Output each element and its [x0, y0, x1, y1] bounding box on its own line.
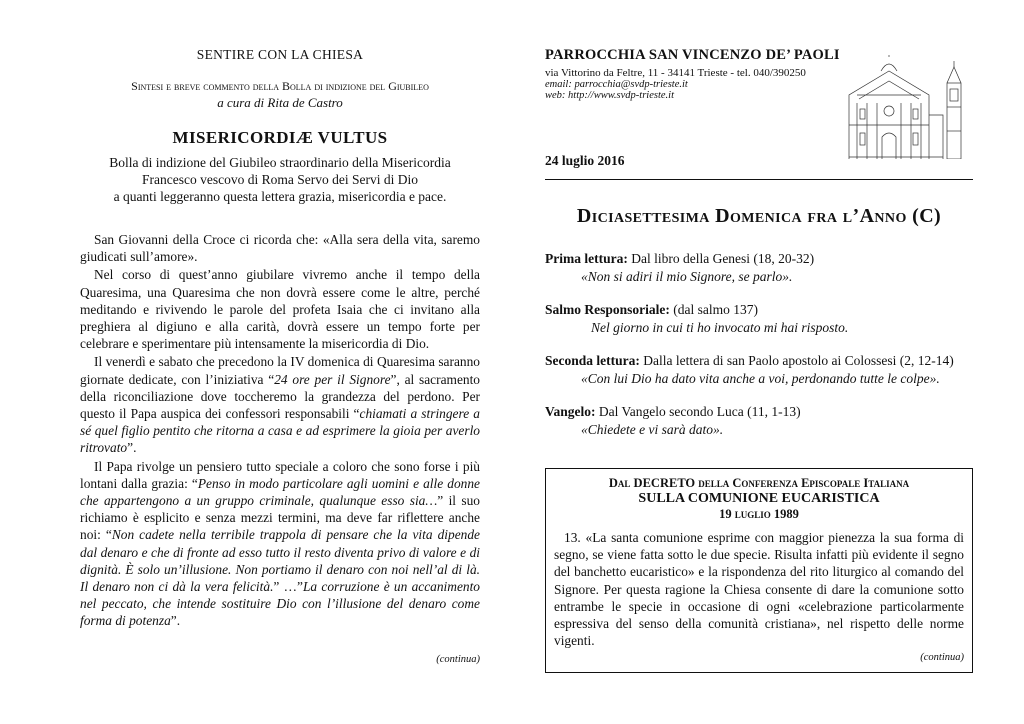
- italic-run: La corruzione è un accanimento nel peccato, che intende sostituire Dio con l’illusione del denaro come forma di potenza: [80, 579, 480, 629]
- paragraph: Nel corso di quest’anno giubilare vivremo anche il tempo della Quaresima, una Quaresima che non dovrà essere come le altre, perché meditando e rivivendo le parole del profeta Isaia che ci invitano alla preghiera al digiuno e alla carità, dovrà essere un tempo forte per celebrare e sperimentare più intensamente la misericordia di Dio.: [80, 267, 480, 352]
- reading-label: Vangelo:: [545, 404, 596, 419]
- paragraph: [80, 458, 480, 630]
- reading-label: Seconda lettura:: [545, 353, 640, 368]
- continued-note: (continua): [436, 653, 480, 665]
- reading-quote: «Non si adiri il mio Signore, se parlo».: [581, 268, 793, 284]
- reading-ref: Dalla lettera di san Paolo apostolo ai Colossesi (2, 12-14): [639, 353, 954, 368]
- reading-item: [545, 352, 973, 387]
- reading-label: Salmo Responsoriale:: [545, 302, 670, 317]
- left-column: [80, 42, 480, 665]
- readings-list: [545, 250, 973, 438]
- italic-run: 24 ore per il Signore: [274, 371, 391, 387]
- author-line: a cura di Rita de Castro: [217, 95, 343, 110]
- decree-heading: Dal DECRETO della Conferenza Episcopale Italiana: [608, 476, 910, 490]
- document-subtitle: [80, 154, 480, 205]
- decree-date: 19 luglio 1989: [719, 507, 799, 521]
- reading-item: [545, 301, 973, 336]
- column-subtitle: Sintesi e breve commento della Bolla di indizione del Giubileo: [131, 79, 429, 93]
- italic-run: Non cadete nella terribile trappola di pensare che la vita dipende dal denaro e che di fronte ad esso tutto il resto diventa privo di valore e di dignità. È solo un’illusione. Non portiamo il denaro con noi nell’al di là. Il denaro non ci dà la vera felicità.: [80, 527, 480, 595]
- reading-quote: «Con lui Dio ha dato vita anche a voi, perdonando tutte le colpe».: [581, 370, 940, 386]
- reading-quote: «Chiedete e vi sarà dato».: [581, 421, 724, 437]
- sunday-title: Diciasettesima Domenica fra l’Anno (C): [576, 205, 942, 227]
- paragraph: [80, 353, 480, 456]
- divider: [545, 179, 973, 180]
- parish-email: email: parrocchia@svdp-trieste.it: [545, 79, 688, 90]
- parish-web: web: http://www.svdp-trieste.it: [545, 90, 675, 101]
- parish-header: [545, 47, 973, 159]
- parish-address: via Vittorino da Feltre, 11 - 34141 Trieste - tel. 040/390250: [545, 67, 806, 79]
- decree-box: [545, 468, 973, 673]
- subtitle-line: Bolla di indizione del Giubileo straordinario della Misericordia: [109, 155, 451, 170]
- continued-note: (continua): [920, 652, 964, 664]
- paragraph: San Giovanni della Croce ci ricorda che: «Alla sera della vita, saremo giudicati sull’amore».: [80, 232, 480, 265]
- reading-item: [545, 403, 973, 438]
- reading-ref: (dal salmo 137): [669, 302, 758, 317]
- bulletin-date: 24 luglio 2016: [545, 153, 625, 168]
- document-title: MISERICORDIÆ VULTUS: [172, 128, 388, 147]
- reading-label: Prima lettura:: [545, 251, 628, 266]
- italic-run: chiamati a stringere a sé quel figlio pentito che ritorna a casa e ad esprimere la gioia per averlo ritrovato: [80, 406, 480, 456]
- text-run: ”.: [127, 440, 137, 456]
- church-drawing-icon: [839, 55, 973, 159]
- decree-body: 13. «La santa comunione esprime con maggior pienezza la sua forma di segno, se viene fatta sotto le due specie. Risulta infatti più evidente il segno del banchetto eucaristico» e la rispondenza del rito liturgico al comando del Signore. Per questa ragione la Chiesa consente di dare la comunione sotto entrambe le specie in occasione di ogni «celebrazione particolarmente espressiva del senso della comunità cristiana», nel rispetto delle norme vigenti.: [554, 530, 964, 649]
- reading-ref: Dal libro della Genesi (18, 20-32): [627, 251, 815, 266]
- reading-quote: Nel giorno in cui ti ho invocato mi hai risposto.: [591, 319, 849, 335]
- text-run: ”.: [170, 613, 181, 629]
- text-run: Il venerdì e sabato che precedono la IV domenica di Quaresima saranno giornate dedicate, con l’iniziativa “: [80, 354, 480, 387]
- decree-title: SULLA COMUNIONE EUCARISTICA: [638, 491, 880, 506]
- subtitle-line: a quanti leggeranno questa lettera grazia, misericordia e pace.: [113, 189, 447, 204]
- text-run: Il Papa rivolge un pensiero tutto speciale a coloro che sono forse i più lontani dalla grazia: “: [80, 458, 480, 491]
- subtitle-line: Francesco vescovo di Roma Servo dei Servi di Dio: [142, 172, 418, 187]
- article-body: [80, 231, 480, 630]
- parish-name: PARROCCHIA SAN VINCENZO DE’ PAOLI: [545, 47, 840, 63]
- right-column: [545, 42, 973, 664]
- reading-item: [545, 250, 973, 285]
- reading-ref: Dal Vangelo secondo Luca (11, 1-13): [595, 404, 801, 419]
- text-run: ”, al sacramento della riconciliazione dove toccheremo la grandezza del perdono. Per questo il Papa auspica dei confessori responsabili “: [80, 371, 480, 422]
- column-header: SENTIRE CON LA CHIESA: [196, 47, 364, 62]
- text-run: ” …”: [273, 579, 303, 595]
- italic-run: Penso in modo particolare agli uomini e alle donne che appartengono a un gruppo criminale, qualunque esso sia…: [80, 475, 480, 509]
- text-run: ” il suo richiamo è esplicito e senza mezzi termini, ma deve far riflettere anche noi: “: [80, 493, 480, 543]
